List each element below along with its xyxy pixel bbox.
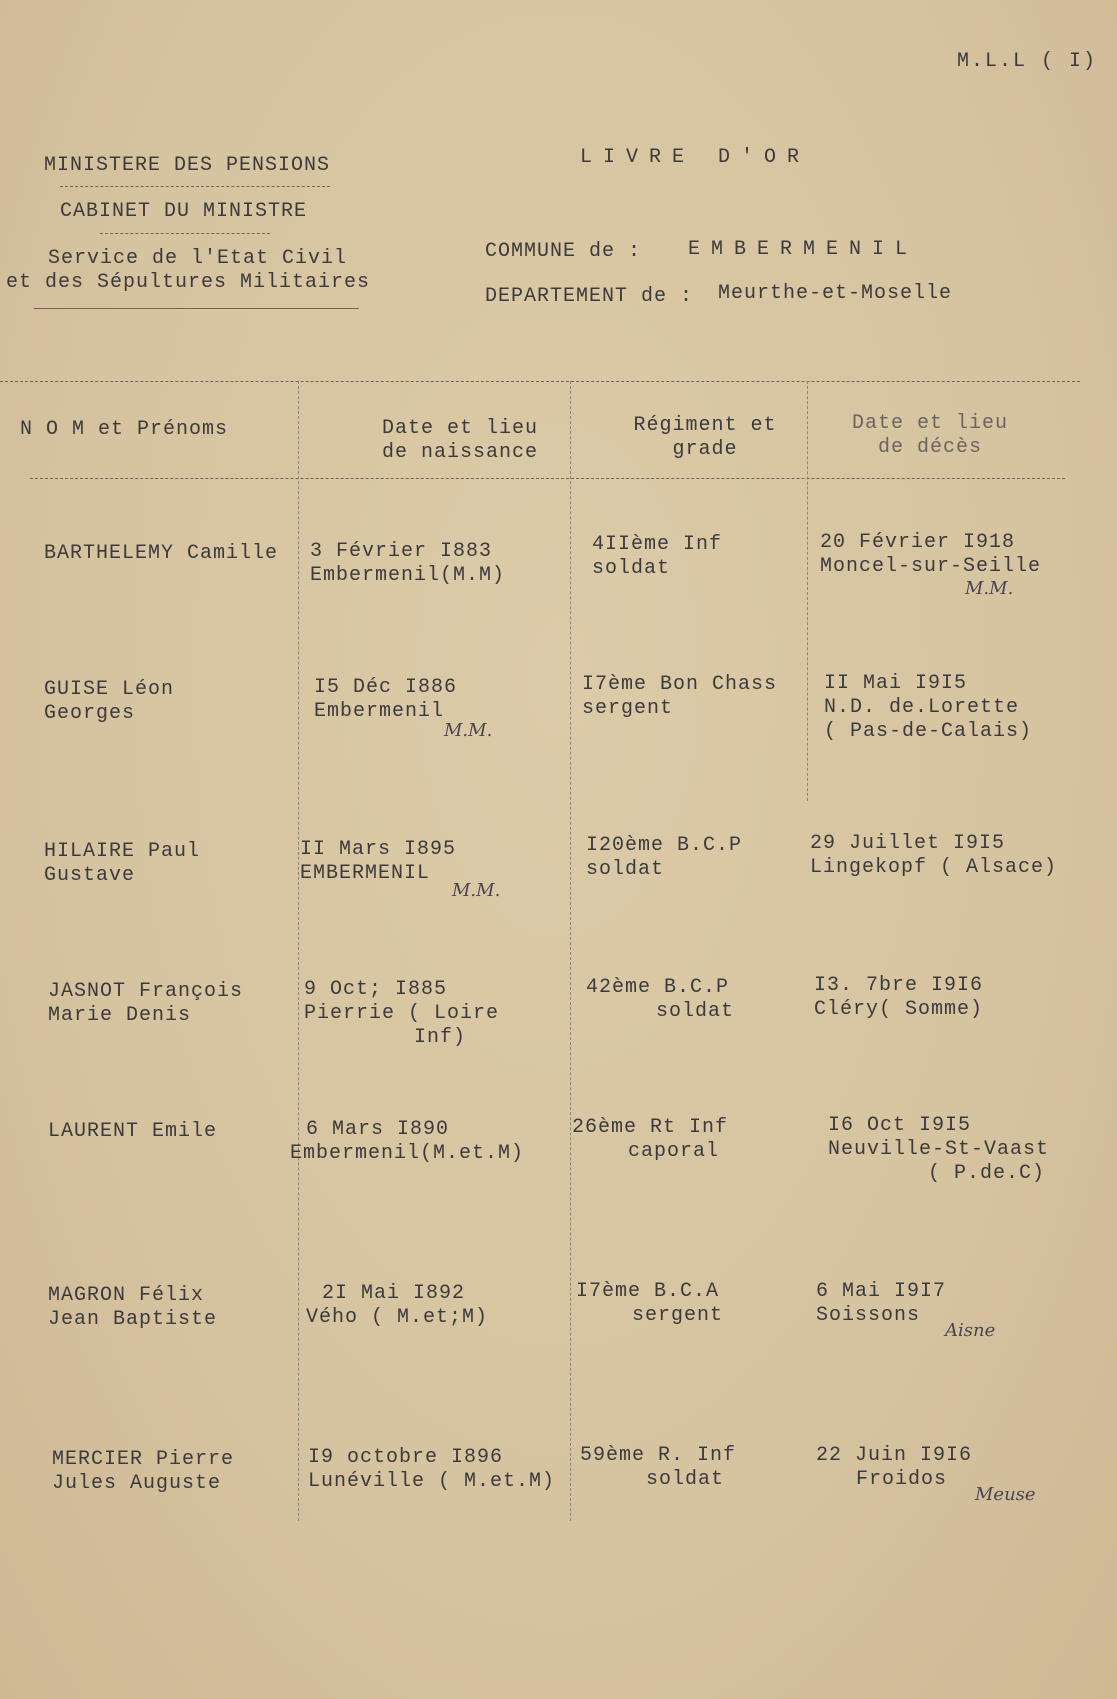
death-place: Moncel-sur-Seille <box>820 555 1042 578</box>
row-birth <box>308 1446 555 1494</box>
service-line-2: et des Sépultures Militaires <box>6 271 371 294</box>
row-death <box>810 832 1057 880</box>
row-birth <box>290 1118 524 1166</box>
birth-date: II Mars I895 <box>300 838 457 861</box>
regiment-unit: 4IIème Inf <box>592 533 723 556</box>
header-birth-line-2: de naissance <box>381 441 539 464</box>
death-date: 29 Juillet I9I5 <box>810 832 1006 855</box>
name-line: JASNOT François <box>48 980 244 1003</box>
regiment-grade: soldat <box>656 1000 735 1023</box>
divider <box>100 233 270 234</box>
name-line: Gustave <box>44 864 136 887</box>
birth-date: 9 Oct; I885 <box>304 978 448 1001</box>
row-death <box>816 1444 972 1492</box>
death-place: Froidos <box>856 1468 948 1491</box>
death-date: II Mai I9I5 <box>824 672 968 695</box>
regiment-unit: 59ème R. Inf <box>580 1444 737 1467</box>
row-regiment <box>582 673 777 721</box>
name-line: LAURENT Emile <box>48 1120 218 1143</box>
birth-place: Pierrie ( Loire <box>304 1002 500 1025</box>
row-regiment <box>572 1116 728 1164</box>
birth-place-cont: Inf) <box>414 1026 467 1049</box>
document-reference: M.L.L ( I) <box>956 50 1097 73</box>
row-regiment <box>580 1444 736 1492</box>
commune-value: EMBERMENIL <box>688 238 919 261</box>
death-date: 6 Mai I9I7 <box>816 1280 947 1303</box>
death-handwritten-note: Aisne <box>945 1320 996 1341</box>
regiment-grade: soldat <box>592 557 671 580</box>
row-name <box>44 840 200 888</box>
name-line: MAGRON Félix <box>48 1284 205 1307</box>
row-death <box>816 1280 946 1328</box>
name-line: Jean Baptiste <box>48 1308 218 1331</box>
regiment-unit: 42ème B.C.P <box>586 976 730 999</box>
name-line: Marie Denis <box>48 1004 192 1027</box>
row-name <box>44 542 278 566</box>
birth-date: 3 Février I883 <box>310 540 493 563</box>
header-death-line-1: Date et lieu <box>851 412 1009 435</box>
death-place: Cléry( Somme) <box>814 998 984 1021</box>
regiment-unit: 26ème Rt Inf <box>572 1116 729 1139</box>
name-line: Jules Auguste <box>52 1472 222 1495</box>
row-birth <box>314 676 457 724</box>
birth-place: Embermenil <box>314 700 445 723</box>
column-divider <box>570 381 571 1521</box>
name-line: MERCIER Pierre <box>52 1448 235 1471</box>
death-date: 20 Février I918 <box>820 531 1016 554</box>
regiment-unit: I20ème B.C.P <box>586 834 743 857</box>
header-death-line-2: de décès <box>877 436 982 459</box>
death-date: I3. 7bre I9I6 <box>814 974 984 997</box>
service-line-1: Service de l'Etat Civil <box>48 247 348 270</box>
header-bottom-rule <box>30 478 1065 479</box>
divider <box>34 308 359 309</box>
name-line: Georges <box>44 702 136 725</box>
row-name <box>52 1448 234 1496</box>
regiment-unit: I7ème B.C.A <box>576 1280 720 1303</box>
regiment-grade: soldat <box>646 1468 725 1491</box>
birth-date: 6 Mars I890 <box>306 1118 450 1141</box>
row-regiment <box>586 976 734 1024</box>
row-death <box>828 1114 1049 1186</box>
departement-label: DEPARTEMENT de : <box>485 285 694 308</box>
column-divider <box>298 381 299 1521</box>
death-date: I6 Oct I9I5 <box>828 1114 972 1137</box>
row-death <box>824 672 1032 744</box>
row-death <box>820 531 1041 579</box>
birth-handwritten-note: M.M. <box>452 880 501 901</box>
death-place: Lingekopf ( Alsace) <box>810 856 1058 879</box>
row-regiment <box>592 533 722 581</box>
departement-value: Meurthe-et-Moselle <box>718 282 953 305</box>
header-regiment-line-1: Régiment et <box>633 414 777 437</box>
birth-date: I9 octobre I896 <box>308 1446 504 1469</box>
name-line: BARTHELEMY Camille <box>44 542 279 565</box>
death-date: 22 Juin I9I6 <box>816 1444 973 1467</box>
table-top-rule <box>0 381 1080 382</box>
row-regiment <box>576 1280 723 1328</box>
regiment-unit: I7ème Bon Chass <box>582 673 778 696</box>
row-regiment <box>586 834 742 882</box>
regiment-grade: sergent <box>582 697 674 720</box>
row-birth <box>300 838 456 886</box>
header-name: N O M et Prénoms <box>20 418 229 441</box>
cabinet-name: CABINET DU MINISTRE <box>60 200 308 223</box>
death-place: N.D. de.Lorette <box>824 696 1020 719</box>
death-region: ( Pas-de-Calais) <box>824 720 1033 743</box>
death-place: Neuville-St-Vaast <box>828 1138 1050 1161</box>
header-birth-line-1: Date et lieu <box>381 417 539 440</box>
birth-place: Vého ( M.et;M) <box>306 1306 489 1329</box>
row-name <box>48 1120 217 1144</box>
ministry-name: MINISTERE DES PENSIONS <box>44 154 331 177</box>
header-regiment-line-2: grade <box>672 438 738 461</box>
birth-date: 2I Mai I892 <box>322 1282 466 1305</box>
death-region: ( P.de.C) <box>928 1162 1046 1185</box>
death-place: Soissons <box>816 1304 921 1327</box>
birth-place: Embermenil(M.M) <box>310 564 506 587</box>
document-title: LIVRE D'OR <box>580 146 811 169</box>
name-line: HILAIRE Paul <box>44 840 201 863</box>
row-birth <box>310 540 505 588</box>
birth-place: EMBERMENIL <box>300 862 431 885</box>
row-birth <box>306 1282 488 1330</box>
divider <box>60 186 330 187</box>
name-line: GUISE Léon <box>44 678 175 701</box>
row-birth <box>304 978 499 1050</box>
row-death <box>814 974 983 1022</box>
death-handwritten-note: Meuse <box>975 1484 1036 1505</box>
regiment-grade: caporal <box>628 1140 720 1163</box>
regiment-grade: soldat <box>586 858 665 881</box>
regiment-grade: sergent <box>632 1304 724 1327</box>
birth-place: Lunéville ( M.et.M) <box>308 1470 556 1493</box>
row-name <box>48 980 243 1028</box>
death-handwritten-note: M.M. <box>965 578 1014 599</box>
row-name <box>48 1284 217 1332</box>
birth-place: Embermenil(M.et.M) <box>290 1142 525 1165</box>
birth-handwritten-note: M.M. <box>444 720 493 741</box>
commune-label: COMMUNE de : <box>485 240 642 263</box>
birth-date: I5 Déc I886 <box>314 676 458 699</box>
row-name <box>44 678 174 726</box>
